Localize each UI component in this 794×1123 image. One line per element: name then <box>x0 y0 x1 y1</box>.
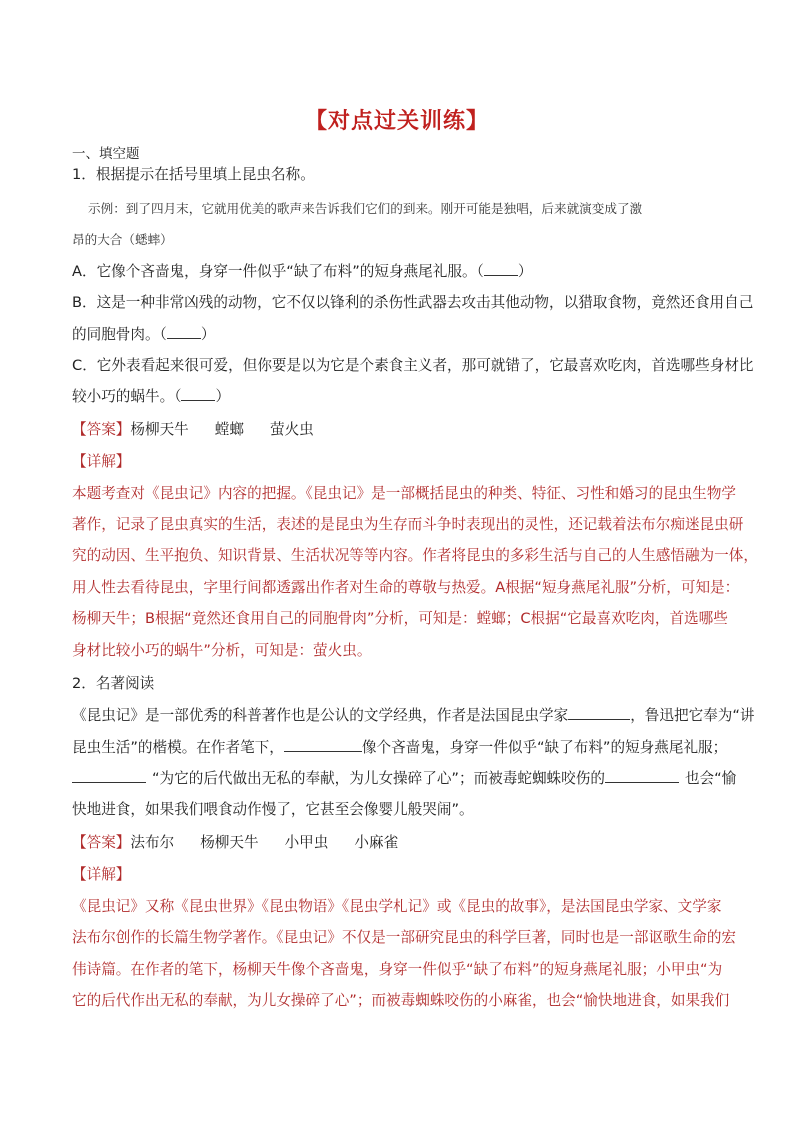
q1-option-b-line-2 <box>72 324 215 345</box>
q1-option-b-text: 的同胞骨肉。（ <box>72 326 167 343</box>
q2-passage-line-2 <box>72 737 727 758</box>
q1-answer-2: 螳螂 <box>214 421 244 438</box>
q1-detail-line: 著作，记录了昆虫真实的生活，表述的是昆虫为生存而斗争时表现出的灵性，还记载着法布尔痴迷昆虫研 <box>72 516 744 533</box>
q1-option-b-line-1: B．这是一种非常凶残的动物，它不仅以锋利的杀伤性武器去攻击其他动物，以猎取食物，竟然还食用自己 <box>72 294 754 311</box>
q2-detail-line: 它的后代作出无私的奉献，为儿女操碎了心”；而被毒蜘蛛咬伤的小麻雀，也会“愉快地进食，如果我们 <box>72 992 730 1009</box>
q1-answer-blank-a[interactable] <box>484 261 518 276</box>
detail-tag: 【详解】 <box>72 866 131 883</box>
answer-tag: 【答案】 <box>72 421 131 438</box>
q1-option-a <box>72 261 532 282</box>
q2-answer-blank-author[interactable] <box>568 705 630 720</box>
q2-text: 《昆虫记》是一部优秀的科普著作也是公认的文学经典，作者是法国昆虫学家 <box>72 707 569 724</box>
q2-text: 昆虫生活”的楷模。在作者笔下， <box>72 739 284 756</box>
q1-option-c-line-2 <box>72 386 230 407</box>
page-title: 【对点过关训练】 <box>304 109 489 134</box>
q1-option-b-close: ） <box>200 326 216 343</box>
q2-passage-line-3 <box>72 768 736 789</box>
q1-option-a-close: ） <box>517 263 533 280</box>
q2-answer-3: 小甲虫 <box>284 834 329 851</box>
q1-answer-blank-b[interactable] <box>167 324 201 339</box>
q2-passage-line-4: 快地进食，如果我们喂食动作慢了，它甚至会像婴儿般哭闹”。 <box>72 801 474 818</box>
q1-example-line-2: 昂的大合（蟋蟀） <box>72 232 173 247</box>
q1-detail-line: 究的动因、生平抱负、知识背景、生活状况等等内容。作者将昆虫的多彩生活与自己的人生感悟融为一体， <box>72 547 758 564</box>
q1-option-c-close: ） <box>215 388 231 405</box>
q2-answer-line <box>72 833 398 853</box>
q1-option-a-text: A．它像个吝啬鬼，身穿一件似乎“缺了布料”的短身燕尾礼服。（ <box>72 263 484 280</box>
q2-detail-line: 法布尔创作的长篇生物学著作。《昆虫记》不仅是一部研究昆虫的科学巨著，同时也是一部讴歌生命的宏 <box>72 929 737 946</box>
q1-answer-blank-c[interactable] <box>181 386 215 401</box>
q1-detail-line: 本题考查对《昆虫记》内容的把握。《昆虫记》是一部概括昆虫的种类、特征、习性和婚习的昆虫生物学 <box>72 485 737 502</box>
q2-text: “为它的后代做出无私的奉献，为儿女操碎了心”；而被毒蛇蜘蛛咬伤的 <box>152 770 605 787</box>
answer-tag: 【答案】 <box>72 834 131 851</box>
q1-example-line-1: 示例：到了四月末，它就用优美的歌声来告诉我们它们的到来。刚开可能是独唱，后来就演变成了激 <box>88 201 643 216</box>
q2-detail-line: 《昆虫记》又称《昆虫世界》《昆虫物语》《昆虫学札记》或《昆虫的故事》，是法国昆虫学家、文学家 <box>72 898 722 915</box>
q1-option-c-line-1: C．它外表看起来很可爱，但你要是以为它是个素食主义者，那可就错了，它最喜欢吃肉，首选哪些身材比 <box>72 357 754 374</box>
detail-tag: 【详解】 <box>72 453 131 470</box>
q1-stem: 1．根据提示在括号里填上昆虫名称。 <box>72 166 315 183</box>
q2-text: 也会“愉 <box>684 770 737 787</box>
q2-answer-blank-insect-2[interactable] <box>72 768 146 783</box>
section-heading: 一、填空题 <box>72 146 140 162</box>
q2-passage-line-1 <box>72 705 755 726</box>
q2-text: ，鲁迅把它奉为“讲 <box>630 707 755 724</box>
q2-answer-2: 杨柳天牛 <box>200 834 259 851</box>
q2-answer-blank-insect-1[interactable] <box>284 737 362 752</box>
q1-detail-line: 身材比较小巧的蜗牛”分析，可知是：萤火虫。 <box>72 642 372 659</box>
q2-answer-4: 小麻雀 <box>354 834 399 851</box>
q1-detail-line: 杨柳天牛；B根据“竟然还食用自己的同胞骨肉”分析，可知是：螳螂；C根据“它最喜欢吃肉，首选哪些 <box>72 610 728 627</box>
q1-option-c-text: 较小巧的蜗牛。（ <box>72 388 182 405</box>
q1-answer-1: 杨柳天牛 <box>130 421 189 438</box>
q2-detail-line: 伟诗篇。在作者的笔下，杨柳天牛像个吝啬鬼，身穿一件似乎“缺了布料”的短身燕尾礼服；小甲虫“为 <box>72 961 723 978</box>
q1-answer-3: 萤火虫 <box>269 421 314 438</box>
q2-stem: 2．名著阅读 <box>72 675 155 692</box>
q2-answer-1: 法布尔 <box>130 834 175 851</box>
q1-detail-line: 用人性去看待昆虫，字里行间都透露出作者对生命的尊敬与热爱。A根据“短身燕尾礼服”分析，可知是： <box>72 579 740 596</box>
q2-text: 像个吝啬鬼，身穿一件似乎“缺了布料”的短身燕尾礼服； <box>361 739 728 756</box>
q1-answer-line <box>72 420 314 440</box>
q2-answer-blank-bird[interactable] <box>605 768 679 783</box>
